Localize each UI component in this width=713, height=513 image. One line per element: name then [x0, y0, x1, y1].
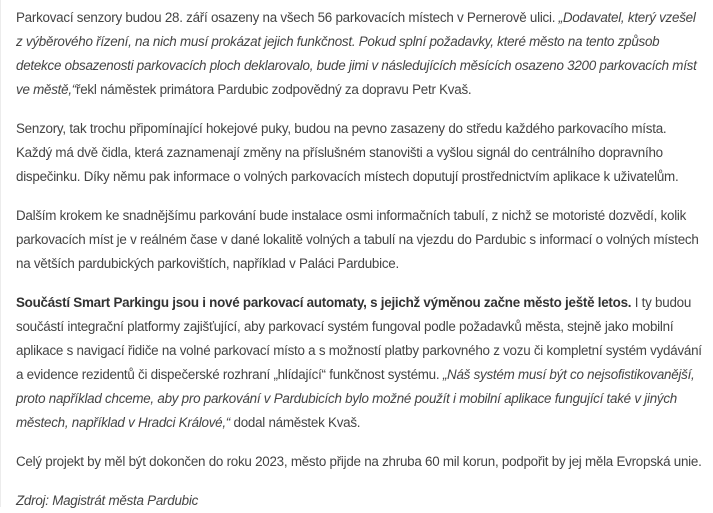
- intro-text: Parkovací senzory budou 28. září osazeny na všech 56 parkovacích místech v Pernerově ulici.: [16, 10, 559, 25]
- paragraph-project-cost: Celý projekt by měl být dokončen do roku 2023, město přijde na zhruba 60 mil korun, podpořit by jej měla Evropská unie.: [16, 454, 702, 469]
- quote-kvas-1: „Dodavatel, který vzešel z výběrového řízení, na nich musí prokázat jejich funkčnost. Pokud splní požadavky, které město na tento způsob detekce obsazenosti parkovacích ploch deklarovalo, bude jimi v následujících měsících osazeno 3200 parkovacích míst ve městě,“: [16, 10, 697, 97]
- paragraph-smart-parking: [16, 291, 703, 435]
- smart-parking-attribution: dodal náměstek Kvaš.: [230, 415, 361, 430]
- smart-parking-text: I ty budou součástí integrační platformy zajišťující, aby parkovací systém fungoval podle požadavků města, stejně jako mobilní aplikace s navigací řidiče na volné parkovací místo a s možností platby parkovného z vozu či kompletní systém vydávání a evidence rezidentů či dispečerské rozhraní „hlídající“ funkčnost systému.: [16, 295, 702, 382]
- paragraph-intro: [16, 6, 703, 102]
- paragraph-sensors: Senzory, tak trochu připomínající hokejové puky, budou na pevno zasazeny do středu každého parkovacího místa. Každý má dvě čidla, která zaznamenají změny na příslušném stanovišti a vyšlou signál do centrálního dopravního dispečinku. Díky němu pak informace o volných parkovacích místech doputují prostřednictvím aplikace k uživatelům.: [16, 121, 679, 184]
- source-line: [16, 489, 703, 513]
- paragraph-info-boards: Dalším krokem ke snadnějšímu parkování bude instalace osmi informačních tabulí, z nichž se motoristé dozvědí, kolik parkovacích míst je v reálném čase v dané lokalitě volných a tabulí na vjezdu do Pardubic s informací o volných místech na větších pardubických parkovištích, například v Paláci Pardubice.: [16, 208, 699, 271]
- intro-attribution: řekl náměstek primátora Pardubic zodpovědný za dopravu Petr Kvaš.: [76, 82, 472, 97]
- smart-parking-lead: Součástí Smart Parkingu jsou i nové parkovací automaty, s jejichž výměnou začne město ještě letos.: [16, 295, 632, 310]
- source-text: Zdroj: Magistrát města Pardubic: [16, 493, 199, 508]
- quote-kvas-2: „Náš systém musí být co nejsofistikovanější, proto například chceme, aby pro parkování v Pardubicích bylo možné použít i mobilní aplikace fungující také v jiných městech, například v Hradci Králové,“: [16, 367, 695, 430]
